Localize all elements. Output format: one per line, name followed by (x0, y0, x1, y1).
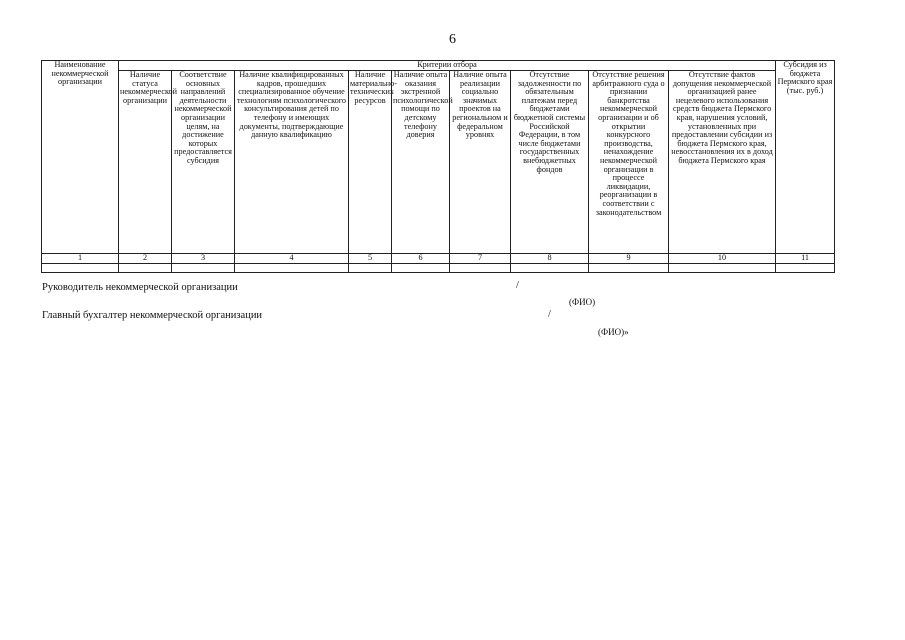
criterion-header: Наличие материально-технических ресурсов (349, 71, 392, 254)
empty-data-row (42, 263, 835, 272)
head-signature-label: Руководитель некоммерческой организации (42, 282, 238, 293)
criterion-header: Наличие опыта оказания экстренной психологической помощи по детскому телефону доверия (392, 71, 450, 254)
column-number: 3 (172, 254, 235, 264)
column-number: 1 (42, 254, 119, 264)
criterion-header: Наличие статуса некоммерческой организации (119, 71, 172, 254)
column-number: 8 (511, 254, 589, 264)
column-number: 10 (669, 254, 776, 264)
selection-criteria-table (41, 60, 835, 273)
page-number: 6 (449, 32, 456, 47)
head-signature-slash: / (516, 280, 519, 291)
accountant-signature-slash: / (548, 309, 551, 320)
group-header-criteria: Критерии отбора (119, 61, 776, 71)
criterion-header: Наличие квалифицированных кадров, прошедших специализированное обучение технологиям психологического консультирования детей по телефону и имеющих документы, подтверждающие данную квалификацию (235, 71, 349, 254)
head-fio-caption: (ФИО) (569, 297, 596, 307)
accountant-fio-caption: (ФИО)» (598, 327, 629, 337)
column-number: 2 (119, 254, 172, 264)
column-header-subsidy: Субсидия из бюджета Пермского края (тыс. руб.) (776, 61, 835, 254)
criterion-header: Отсутствие решения арбитражного суда о признании банкротства некоммерческой организации и об открытии конкурсного производства, ненахождение некоммерческой организации в процессе ликвидации, реорганизации в соответствии с законодательством (589, 71, 669, 254)
column-number: 7 (450, 254, 511, 264)
column-number: 4 (235, 254, 349, 264)
criterion-header: Наличие опыта реализации социально значимых проектов на региональном и федеральном уровнях (450, 71, 511, 254)
column-number: 5 (349, 254, 392, 264)
column-header-organization: Наименование некоммерческой организации (42, 61, 119, 254)
column-numbers-row (42, 254, 835, 264)
criterion-header: Отсутствие фактов допущения некоммерческой организацией ранее нецелевого использования средств бюджета Пермского края, нарушения условий, установленных при предоставлении субсидии из бюджета Пермского края, невосстановления их в доход бюджета Пермского края (669, 71, 776, 254)
criterion-header: Отсутствие задолженности по обязательным платежам перед бюджетами бюджетной системы Российской Федерации, в том числе бюджетами государственных внебюджетных фондов (511, 71, 589, 254)
column-number: 11 (776, 254, 835, 264)
column-number: 6 (392, 254, 450, 264)
criterion-header: Соответствие основных направлений деятельности некоммерческой организации целям, на достижение которых предоставляется субсидия (172, 71, 235, 254)
column-number: 9 (589, 254, 669, 264)
accountant-signature-label: Главный бухгалтер некоммерческой организации (42, 310, 263, 321)
